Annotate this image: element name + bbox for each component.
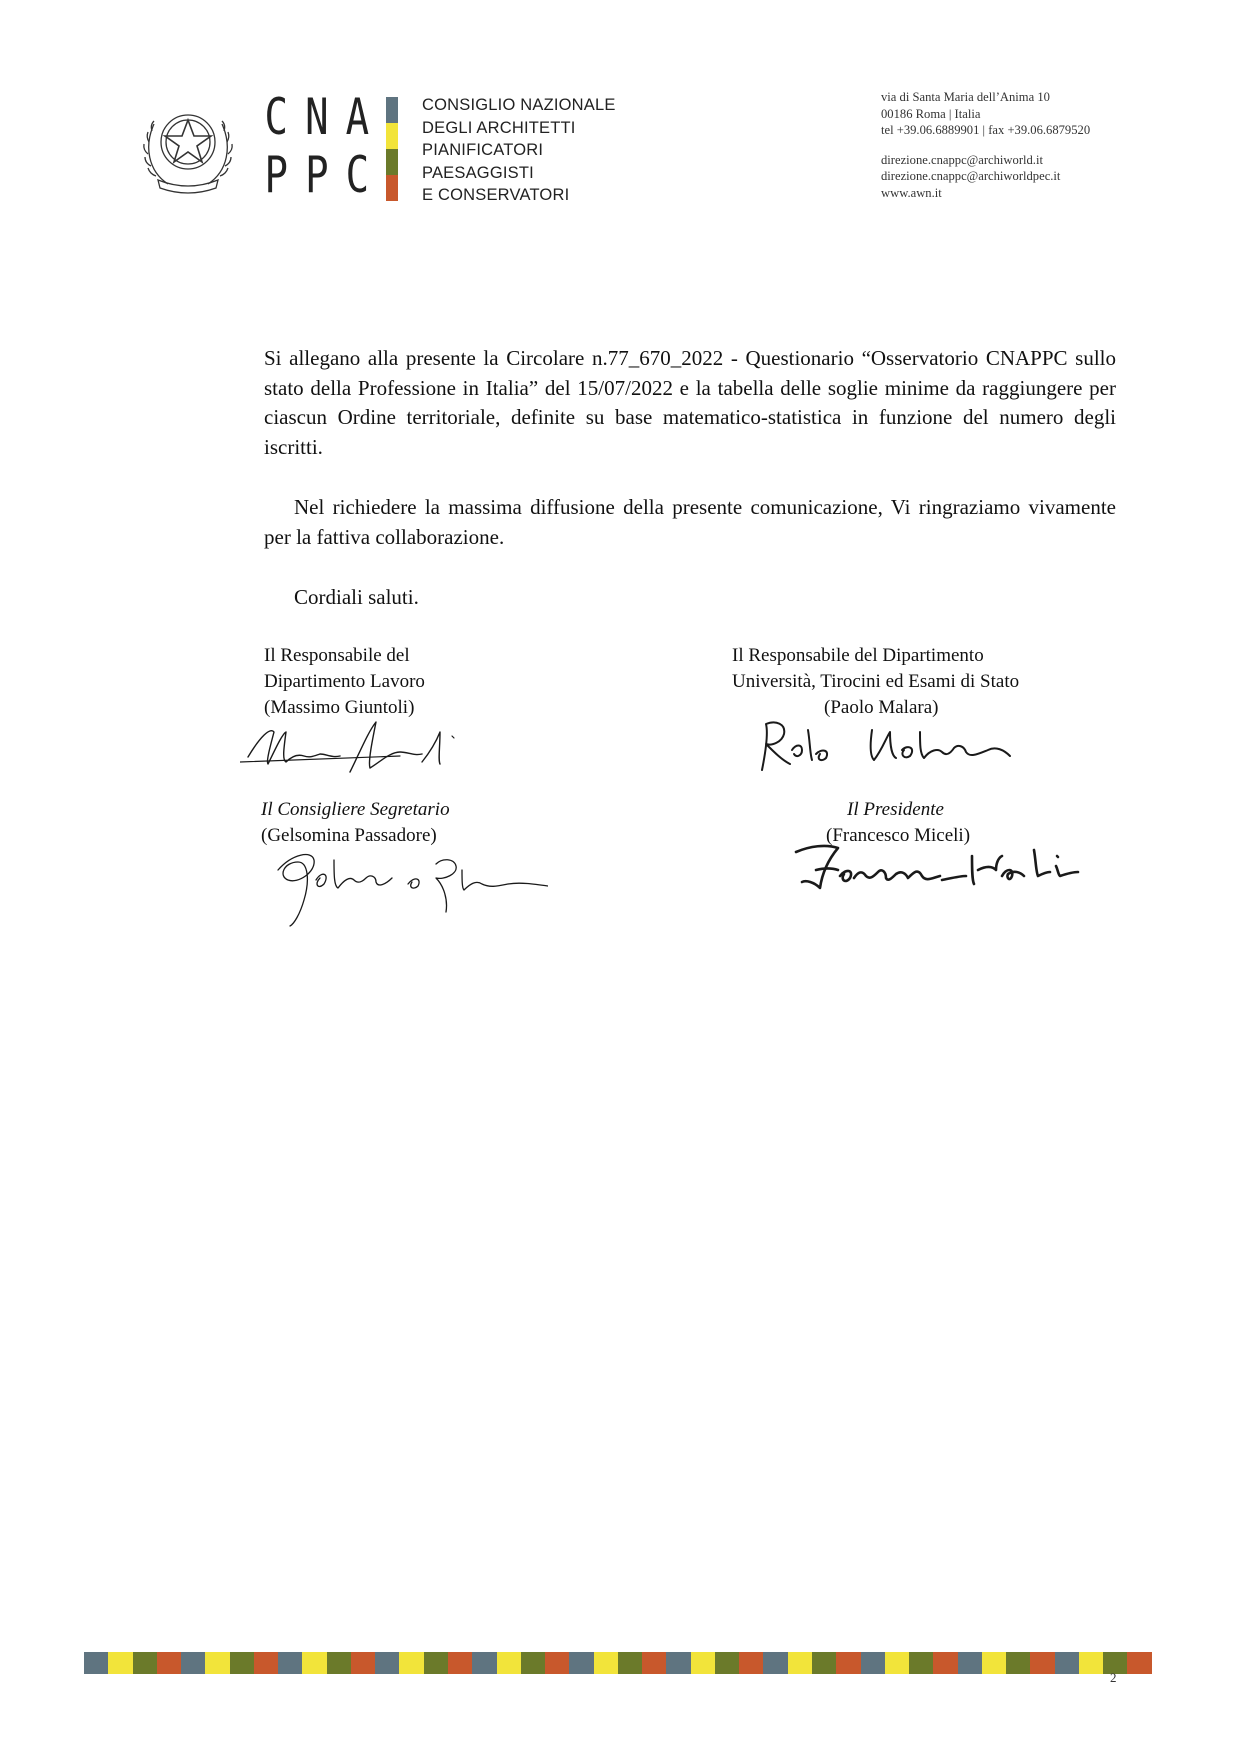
footer-strip-segment <box>84 1652 108 1674</box>
handwritten-signature-giuntoli <box>240 712 480 782</box>
website-line[interactable]: www.awn.it <box>881 185 942 200</box>
footer-strip-segment <box>351 1652 375 1674</box>
signer-title: Università, Tirocini ed Esami di Stato <box>732 671 1020 692</box>
footer-strip-segment <box>448 1652 472 1674</box>
footer-strip-segment <box>1055 1652 1079 1674</box>
footer-strip-segment <box>254 1652 278 1674</box>
page-number: 2 <box>1110 1670 1117 1685</box>
footer-strip-segment <box>569 1652 593 1674</box>
logo-letter: C <box>264 88 289 146</box>
footer-strip-segment <box>861 1652 885 1674</box>
handwritten-signature-passadore <box>258 840 548 930</box>
handwritten-signature-malara <box>752 710 1032 780</box>
footer-strip-segment <box>230 1652 254 1674</box>
email-line[interactable]: direzione.cnappc@archiworld.it <box>881 152 1043 167</box>
org-name-line: E CONSERVATORI <box>422 186 570 204</box>
footer-strip-segment <box>739 1652 763 1674</box>
signature-block-lavoro <box>264 643 425 721</box>
footer-strip-segment <box>763 1652 787 1674</box>
footer-strip-segment <box>497 1652 521 1674</box>
footer-strip-segment <box>472 1652 496 1674</box>
logo-bar-segment <box>386 97 398 123</box>
footer-strip-segment <box>909 1652 933 1674</box>
footer-strip-segment <box>205 1652 229 1674</box>
footer-strip-segment <box>812 1652 836 1674</box>
signer-role: Il Presidente <box>847 799 944 820</box>
closing-greeting: Cordiali saluti. <box>294 585 419 609</box>
logo-bar-segment <box>386 149 398 175</box>
logo-letter: A <box>345 88 370 146</box>
body-paragraph-1: Si allegano alla presente la Circolare n.77_670_2022 - Questionario “Osservatorio CNAPPC sullo stato della Professione in Italia” del 15/07/2022 e la tabella delle soglie minime da raggiungere per ciascun Ordine territoriale, definite su base matematico-statistica in funzione del numero degli iscritti. <box>264 346 1116 459</box>
footer-strip-segment <box>1030 1652 1054 1674</box>
footer-strip-segment <box>1006 1652 1030 1674</box>
footer-strip-segment <box>521 1652 545 1674</box>
footer-strip-segment <box>958 1652 982 1674</box>
organization-name <box>422 94 616 207</box>
footer-strip-segment <box>618 1652 642 1674</box>
footer-strip-segment <box>642 1652 666 1674</box>
contact-block <box>881 89 1090 201</box>
address-line: via di Santa Maria dell’Anima 10 <box>881 90 1050 104</box>
footer-strip-segment <box>885 1652 909 1674</box>
footer-strip-segment <box>1079 1652 1103 1674</box>
address-line: 00186 Roma | Italia <box>881 106 981 121</box>
footer-strip-segment <box>375 1652 399 1674</box>
footer-strip-segment <box>424 1652 448 1674</box>
logo-bar-segment <box>386 123 398 149</box>
footer-strip-segment <box>399 1652 423 1674</box>
footer-strip-segment <box>933 1652 957 1674</box>
footer-strip-segment <box>982 1652 1006 1674</box>
footer-strip-segment <box>788 1652 812 1674</box>
logo-letter: P <box>264 146 289 204</box>
phone-line: tel +39.06.6889901 | fax +39.06.6879520 <box>881 123 1091 137</box>
signer-title: Il Responsabile del Dipartimento <box>732 645 984 666</box>
footer-strip-segment <box>302 1652 326 1674</box>
logo-letter: P <box>305 146 329 204</box>
footer-strip-segment <box>666 1652 690 1674</box>
logo-color-bar <box>386 97 398 201</box>
logo-letters-bottom <box>256 146 378 204</box>
signer-name: (Massimo Giuntoli) <box>264 697 415 718</box>
footer-strip-segment <box>327 1652 351 1674</box>
footer-strip-segment <box>545 1652 569 1674</box>
signer-role: Il Consigliere Segretario <box>261 799 450 820</box>
org-name-line: PIANIFICATORI <box>422 141 544 159</box>
footer-strip-segment <box>715 1652 739 1674</box>
pec-email-line[interactable]: direzione.cnappc@archiworldpec.it <box>881 169 1061 183</box>
footer-strip-segment <box>108 1652 132 1674</box>
org-name-line: CONSIGLIO NAZIONALE <box>422 96 616 114</box>
signer-title: Dipartimento Lavoro <box>264 671 425 692</box>
footer-strip-segment <box>157 1652 181 1674</box>
logo-letter: N <box>305 88 329 146</box>
logo-bar-segment <box>386 175 398 201</box>
footer-strip-segment <box>594 1652 618 1674</box>
italian-republic-emblem-icon <box>138 96 238 196</box>
org-name-line: PAESAGGISTI <box>422 163 534 182</box>
logo-letters-top <box>256 88 378 146</box>
footer-strip-segment <box>278 1652 302 1674</box>
footer-color-strip <box>84 1652 1152 1674</box>
signer-title: Il Responsabile del <box>264 645 410 666</box>
footer-strip-segment <box>836 1652 860 1674</box>
footer-strip-segment <box>1127 1652 1151 1674</box>
signer-name: (Paolo Malara) <box>824 697 939 718</box>
body-paragraph-2: Nel richiedere la massima diffusione della presente comunicazione, Vi ringraziamo vivamente per la fattiva collaborazione. <box>264 495 1116 549</box>
handwritten-signature-miceli <box>792 836 1082 900</box>
logo-letter: C <box>345 146 370 204</box>
footer-strip-segment <box>691 1652 715 1674</box>
footer-strip-segment <box>181 1652 205 1674</box>
org-name-line: DEGLI ARCHITETTI <box>422 118 576 137</box>
footer-strip-segment <box>133 1652 157 1674</box>
signer-name: (Gelsomina Passadore) <box>261 825 437 846</box>
signer-name: (Francesco Miceli) <box>826 825 971 846</box>
